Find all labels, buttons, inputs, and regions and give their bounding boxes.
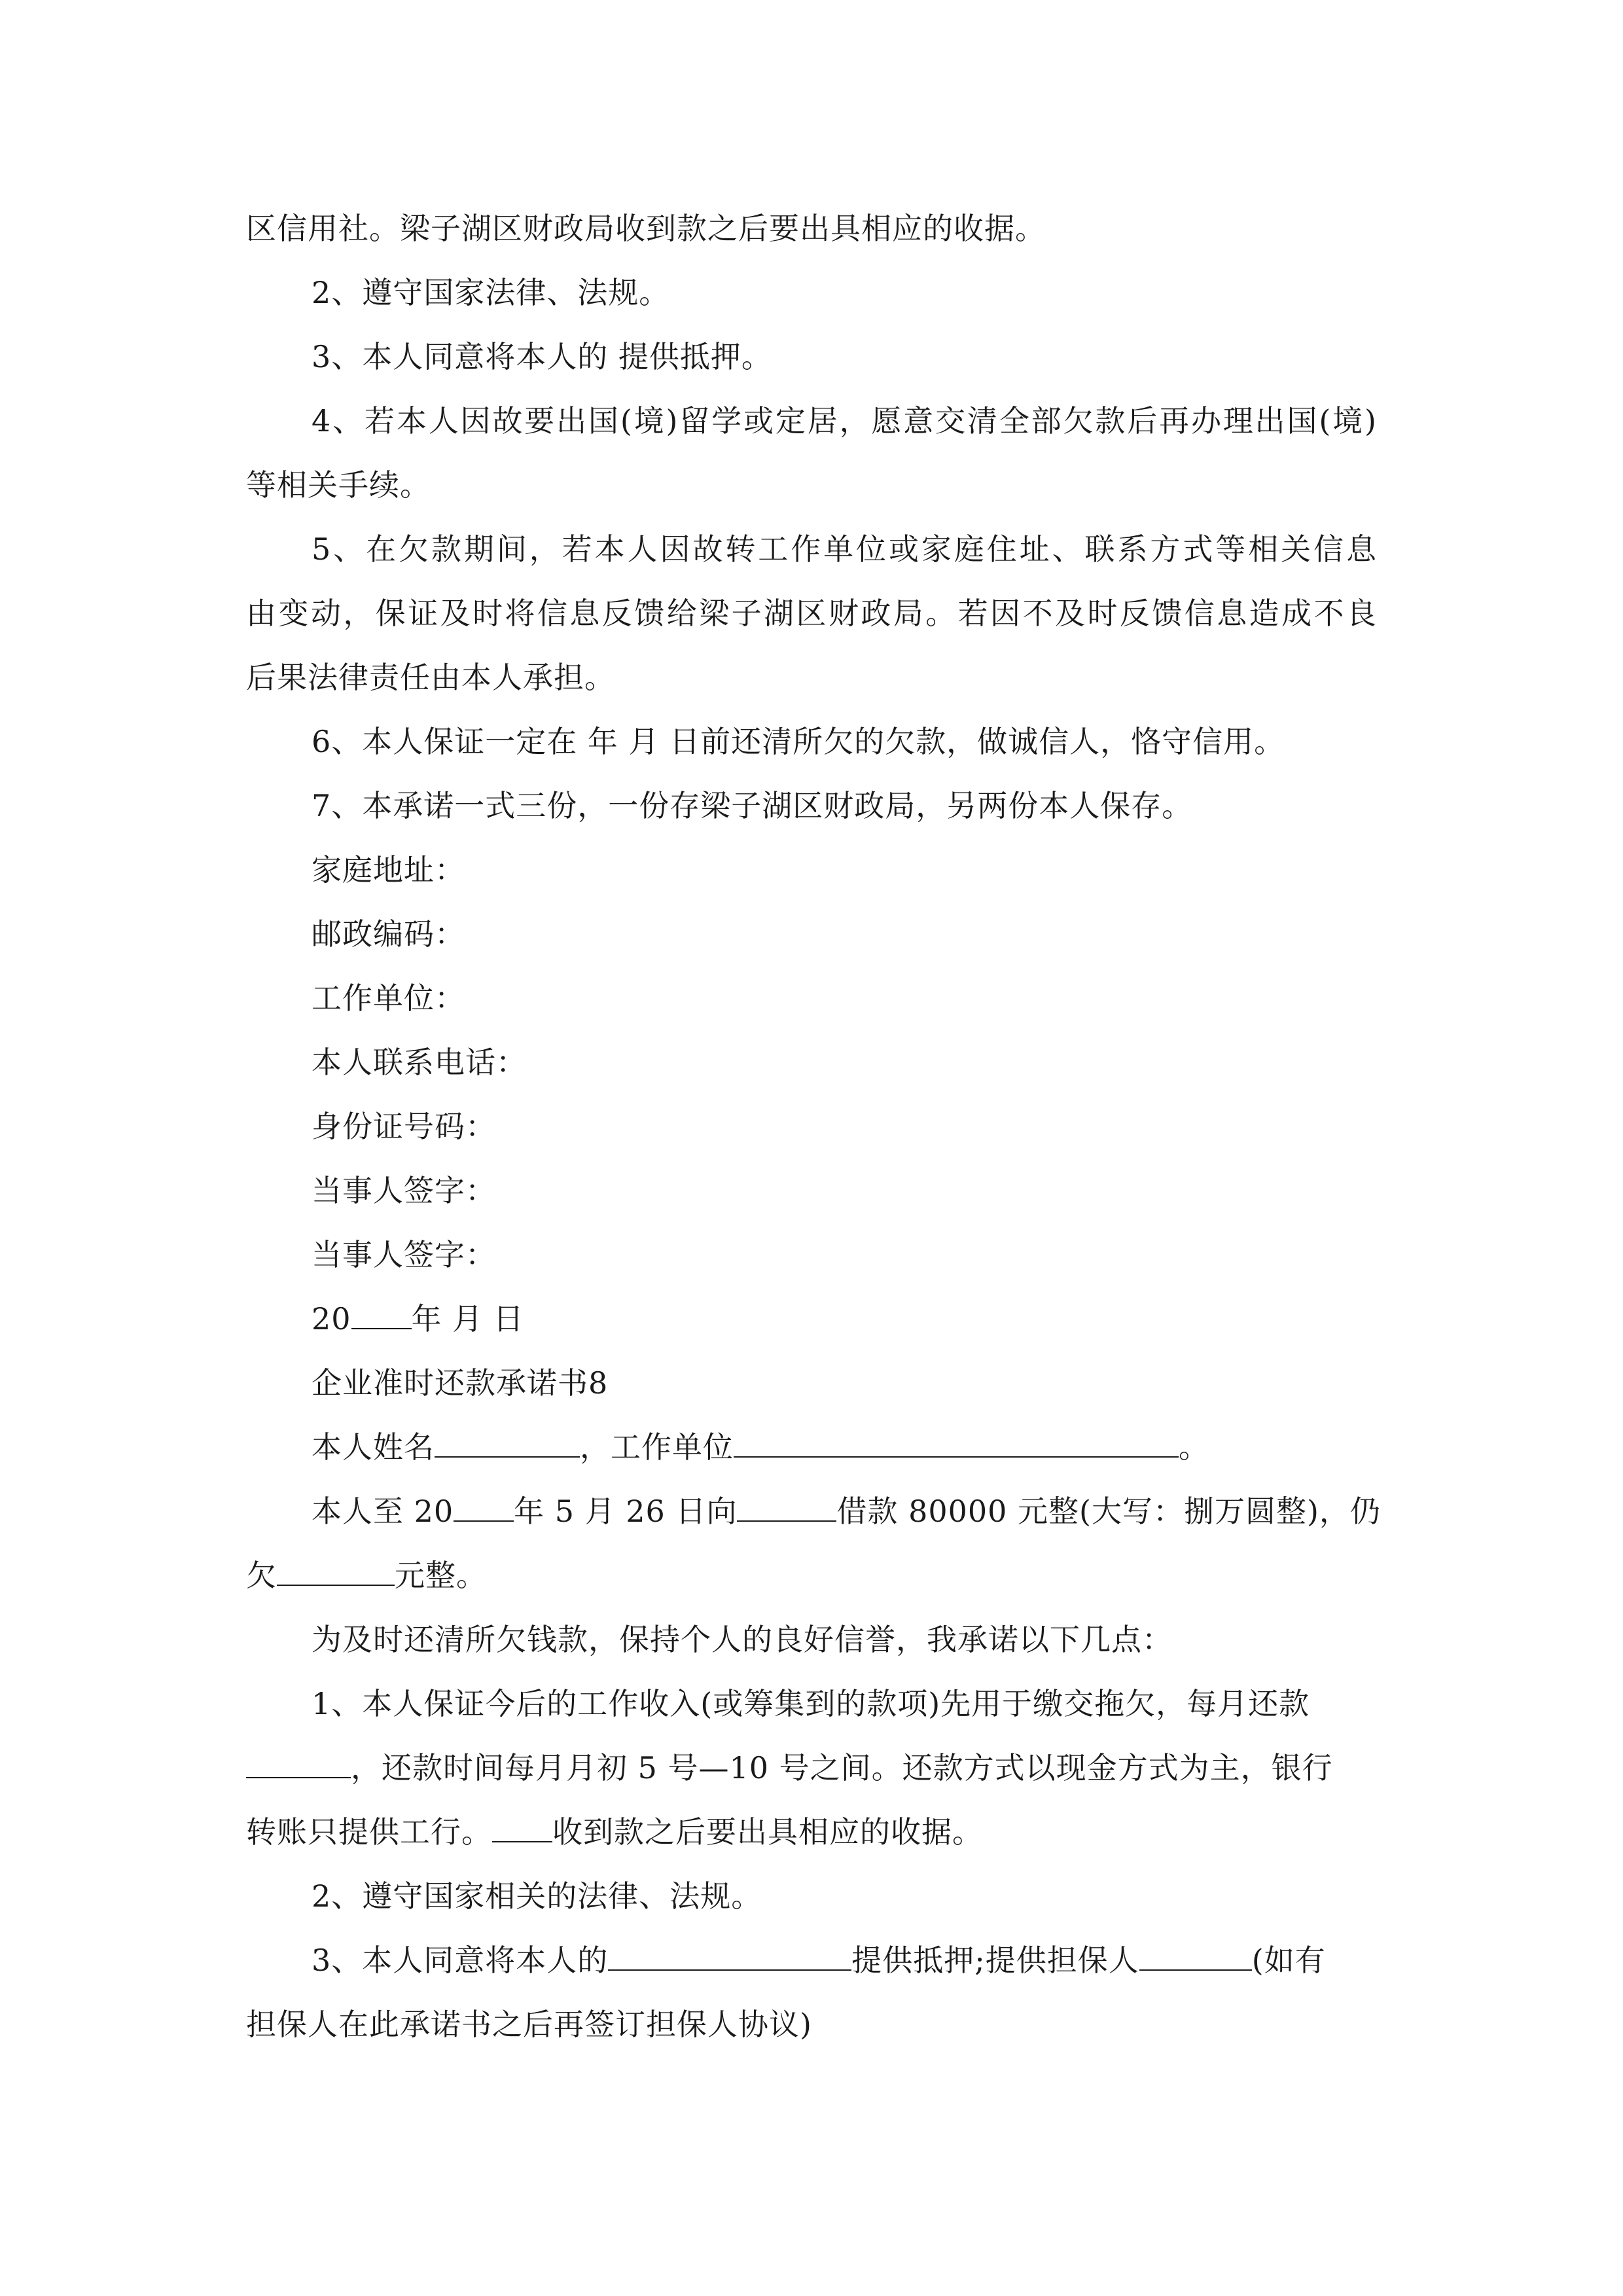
text-fragment: 转账只提供工行。 xyxy=(246,1814,492,1850)
blank-field xyxy=(351,1303,412,1329)
text-fragment: (如有 xyxy=(1251,1943,1326,1978)
text-fragment: 。 xyxy=(1179,1429,1209,1465)
field-label: 当事人签字： xyxy=(312,1173,496,1208)
text-line: 6、本人保证一定在 年 月 日前还清所欠的欠款，做诚信人，恪守信用。 xyxy=(312,724,1285,759)
text-fragment: 欠 xyxy=(246,1558,277,1593)
section-title: 企业准时还款承诺书8 xyxy=(312,1365,609,1401)
text-line: 区信用社。梁子湖区财政局收到款之后要出具相应的收据。 xyxy=(246,211,1046,246)
field-label: 工作单位： xyxy=(312,980,465,1016)
text-line: 担保人在此承诺书之后再签订担保人协议) xyxy=(246,2007,812,2042)
text-line xyxy=(246,1479,1381,1543)
text-line xyxy=(246,1736,1377,1800)
text-fragment: 提供抵押;提供担保人 xyxy=(851,1943,1139,1978)
text-fragment: ，还款时间每月月初 5 号—10 号之间。还款方式以现金方式为主，银行 xyxy=(351,1750,1333,1785)
blank-field xyxy=(454,1496,514,1522)
text-fragment: 本人至 20 xyxy=(312,1494,454,1529)
text-line: 4、若本人因故要出国(境)留学或定居，愿意交清全部欠款后再办理出国(境) xyxy=(312,403,1377,439)
text-fragment: 3、本人同意将本人的 xyxy=(312,1943,609,1978)
document-page xyxy=(246,196,1381,2056)
text-line: 5、在欠款期间，若本人因故转工作单位或家庭住址、联系方式等相关信息 xyxy=(312,531,1377,567)
blank-field xyxy=(737,1496,836,1522)
text-line xyxy=(246,1415,1377,1479)
field-label: 邮政编码： xyxy=(312,916,465,952)
field-label: 家庭地址： xyxy=(312,852,465,888)
blank-field xyxy=(492,1816,552,1842)
text-line: 为及时还清所欠钱款，保持个人的良好信誉，我承诺以下几点： xyxy=(312,1622,1173,1657)
text-fragment: 借款 80000 元整(大写：捌万圆整)，仍 xyxy=(836,1494,1381,1529)
text-line: 由变动，保证及时将信息反馈给梁子湖区财政局。若因不及时反馈信息造成不良 xyxy=(246,596,1377,631)
text-line xyxy=(246,1543,1377,1607)
blank-field xyxy=(734,1431,1179,1458)
text-fragment: 20 xyxy=(312,1301,351,1336)
text-line: 3、本人同意将本人的 提供抵押。 xyxy=(312,339,772,374)
field-label: 本人联系电话： xyxy=(312,1045,527,1080)
date-line xyxy=(246,1287,1377,1351)
text-fragment: ，工作单位 xyxy=(580,1429,734,1465)
text-line: 等相关手续。 xyxy=(246,467,431,503)
text-line: 2、遵守国家法律、法规。 xyxy=(312,275,670,310)
text-line: 1、本人保证今后的工作收入(或筹集到的款项)先用于缴交拖欠，每月还款 xyxy=(312,1686,1310,1721)
text-line xyxy=(246,1800,1377,1864)
blank-field xyxy=(1139,1945,1252,1971)
blank-field xyxy=(435,1431,580,1458)
blank-field xyxy=(246,1752,351,1778)
text-line: 后果法律责任由本人承担。 xyxy=(246,660,615,695)
text-fragment: 年 月 日 xyxy=(411,1301,524,1336)
blank-field xyxy=(608,1945,851,1971)
text-line: 2、遵守国家相关的法律、法规。 xyxy=(312,1878,762,1914)
text-fragment: 年 5 月 26 日向 xyxy=(514,1494,738,1529)
text-fragment: 收到款之后要出具相应的收据。 xyxy=(552,1814,983,1850)
text-fragment: 本人姓名 xyxy=(312,1429,435,1465)
blank-field xyxy=(277,1560,395,1586)
field-label: 当事人签字： xyxy=(312,1237,496,1272)
text-fragment: 元整。 xyxy=(395,1558,487,1593)
text-line xyxy=(246,1928,1377,1992)
text-line: 7、本承诺一式三份，一份存梁子湖区财政局，另两份本人保存。 xyxy=(312,788,1193,823)
field-label: 身份证号码： xyxy=(312,1109,496,1144)
